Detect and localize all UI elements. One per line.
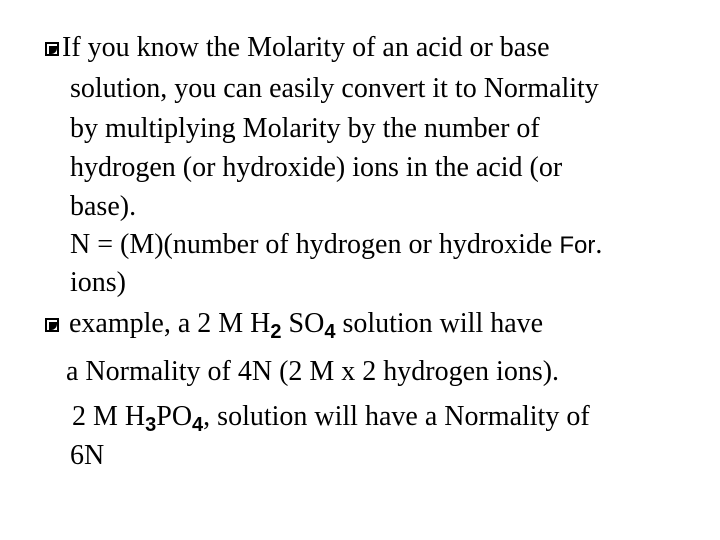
example-mid: PO <box>156 401 193 432</box>
example-prefix: example, a 2 M H <box>69 308 271 339</box>
paragraph-line-7 <box>70 267 126 299</box>
line-text: hydrogen (or hydroxide) ions in the acid (or <box>70 152 563 183</box>
subscript-3: 3 <box>145 414 157 436</box>
line-text: solution, you can easily convert it to Normality <box>70 73 599 104</box>
subscript-2: 2 <box>270 321 282 343</box>
example-line-2 <box>66 356 559 388</box>
line-text: If you know the Molarity of an acid or base <box>62 32 550 63</box>
formula-tail-sans: For <box>559 232 596 259</box>
line-text: base). <box>70 191 137 222</box>
line-text: a Normality of 4N (2 M x 2 hydrogen ions). <box>66 356 560 387</box>
formula-tail-end: . <box>595 229 603 260</box>
paragraph-line-2 <box>70 73 599 105</box>
example-mid: SO <box>281 308 325 339</box>
subscript-4: 4 <box>192 414 204 436</box>
subscript-4: 4 <box>324 321 336 343</box>
checkbox-bullet-icon <box>45 42 59 56</box>
paragraph-line-3 <box>70 113 540 145</box>
formula-text: N = (M)(number of hydrogen or hydroxide <box>70 229 553 260</box>
example-suffix: , solution will have a Normality of <box>203 401 590 432</box>
paragraph-line-5 <box>70 191 136 223</box>
paragraph-line-4 <box>70 152 562 184</box>
line-text: by multiplying Molarity by the number of <box>70 113 540 144</box>
example-line-3 <box>72 401 590 441</box>
example-suffix: solution will have <box>335 308 544 339</box>
checkbox-bullet-icon <box>45 318 59 332</box>
line-text: 6N <box>70 440 105 471</box>
paragraph-line-1 <box>45 32 550 64</box>
formula-line <box>70 229 602 262</box>
example-line-4 <box>70 440 104 472</box>
example-prefix: 2 M H <box>72 401 146 432</box>
example-line-1 <box>45 308 543 348</box>
line-text: ions) <box>70 267 126 298</box>
